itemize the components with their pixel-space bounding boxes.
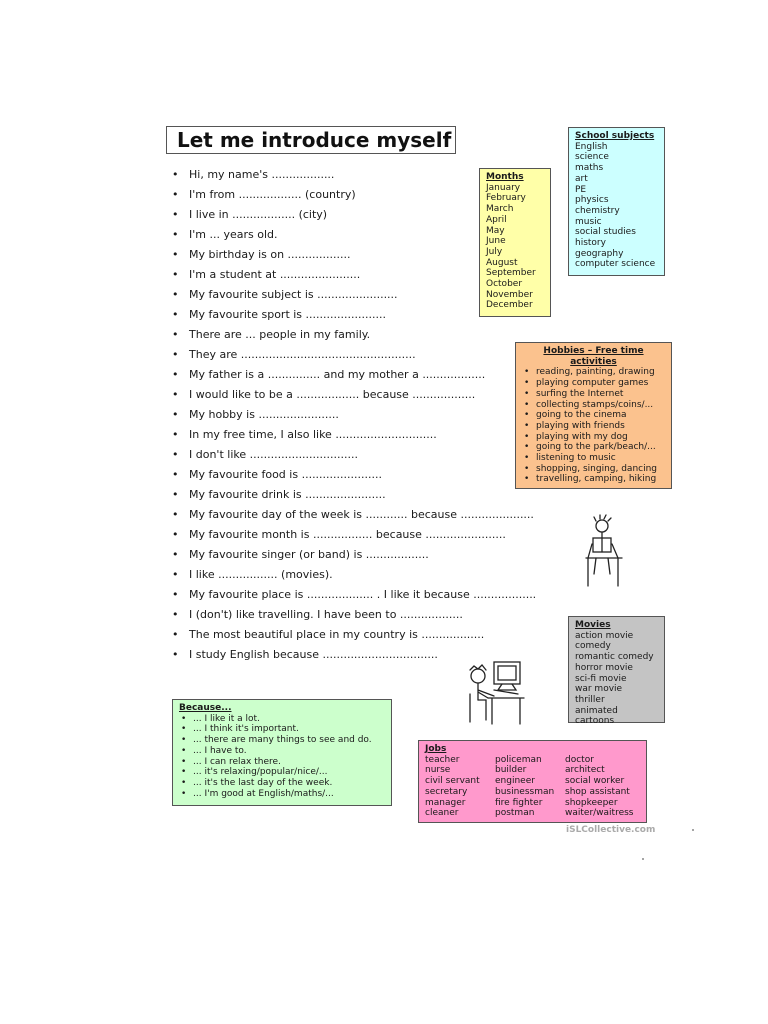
- hobby-item: • reading, painting, drawing: [522, 367, 665, 378]
- movie-item: action movie: [575, 630, 634, 641]
- sentence-item: • I study English because .................................: [172, 646, 536, 666]
- subject-item: art: [575, 173, 588, 184]
- month-item: March: [486, 204, 514, 215]
- month-item: June: [486, 236, 506, 247]
- months-heading: Months: [486, 172, 524, 182]
- subject-item: history: [575, 238, 606, 249]
- subject-item: PE: [575, 184, 587, 195]
- month-item: December: [486, 300, 533, 311]
- sentence-item: • My favourite food is .......................: [172, 466, 536, 486]
- hobby-item: • playing with my dog: [522, 432, 665, 443]
- sentence-item: • My birthday is on ..................: [172, 246, 536, 266]
- hobby-item: • going to the cinema: [522, 410, 665, 421]
- month-item: January: [486, 182, 521, 193]
- month-item: November: [486, 289, 533, 300]
- hobby-item: • going to the park/beach/...: [522, 442, 665, 453]
- month-item: May: [486, 225, 505, 236]
- job-item: postman: [495, 808, 535, 819]
- movies-heading: Movies: [575, 620, 611, 630]
- because-item: • ... there are many things to see and do.: [179, 735, 385, 746]
- jobs-heading: Jobs: [425, 744, 447, 754]
- reading-figure-illustration: [578, 514, 628, 592]
- subject-item: science: [575, 152, 609, 163]
- month-item: October: [486, 279, 523, 290]
- hobby-item: • collecting stamps/coins/...: [522, 400, 665, 411]
- sentence-item: • My hobby is .......................: [172, 406, 536, 426]
- subject-item: computer science: [575, 259, 656, 270]
- sentence-item: • There are ... people in my family.: [172, 326, 536, 346]
- subject-item: music: [575, 216, 602, 227]
- subject-item: chemistry: [575, 205, 620, 216]
- job-item: shop assistant: [565, 786, 630, 797]
- movie-item: romantic comedy: [575, 652, 654, 663]
- jobs-column: [565, 755, 635, 819]
- sentence-item: • I like ................. (movies).: [172, 566, 536, 586]
- sentence-item: • My favourite place is ................... . I like it because ..................: [172, 586, 536, 606]
- speck: [692, 829, 694, 831]
- because-item: • ... it's relaxing/popular/nice/...: [179, 767, 385, 778]
- sentence-item: • My favourite day of the week is ............ because .....................: [172, 506, 536, 526]
- job-item: doctor: [565, 754, 594, 765]
- sentence-item: • My favourite singer (or band) is ..................: [172, 546, 536, 566]
- subject-item: English: [575, 141, 608, 152]
- month-item: July: [486, 246, 503, 257]
- job-item: businessman: [495, 786, 555, 797]
- sentence-item: • The most beautiful place in my country is ..................: [172, 626, 536, 646]
- job-item: manager: [425, 797, 466, 808]
- months-box: [479, 168, 551, 317]
- sentence-item: • I'm a student at .......................: [172, 266, 536, 286]
- job-item: shopkeeper: [565, 797, 618, 808]
- jobs-box: [418, 740, 647, 823]
- because-heading: Because...: [179, 703, 232, 713]
- because-item: • ... it's the last day of the week.: [179, 778, 385, 789]
- job-item: cleaner: [425, 808, 459, 819]
- month-item: April: [486, 214, 507, 225]
- sentence-item: • I don't like ...............................: [172, 446, 536, 466]
- sentence-item: • My father is a ............... and my mother a ..................: [172, 366, 536, 386]
- because-item: • ... I have to.: [179, 746, 385, 757]
- job-item: builder: [495, 765, 527, 776]
- job-item: social worker: [565, 776, 625, 787]
- sentence-item: • My favourite month is ................. because .......................: [172, 526, 536, 546]
- subject-item: geography: [575, 248, 624, 259]
- month-item: February: [486, 193, 526, 204]
- hobby-item: • listening to music: [522, 453, 665, 464]
- because-box: [172, 699, 392, 806]
- movie-item: thriller: [575, 694, 605, 705]
- movie-item: comedy: [575, 641, 611, 652]
- school-subjects-heading: School subjects: [575, 131, 655, 141]
- hobby-item: • travelling, camping, hiking: [522, 474, 665, 485]
- hobby-item: • shopping, singing, dancing: [522, 464, 665, 475]
- sentence-item: • My favourite subject is .......................: [172, 286, 536, 306]
- sentence-item: • They are ..................................................: [172, 346, 536, 366]
- page-title: Let me introduce myself: [166, 126, 456, 154]
- sentence-item: • I (don't) like travelling. I have been to ..................: [172, 606, 536, 626]
- movies-box: [568, 616, 665, 727]
- subject-item: social studies: [575, 227, 636, 238]
- school-subjects-box: [568, 127, 665, 276]
- because-item: • ... I think it's important.: [179, 724, 385, 735]
- sentence-item: • My favourite sport is .......................: [172, 306, 536, 326]
- movie-item: war movie: [575, 684, 623, 695]
- sentence-item: • Hi, my name's ..................: [172, 166, 536, 186]
- job-item: civil servant: [425, 776, 480, 787]
- month-item: September: [486, 268, 536, 279]
- sentence-item: • My favourite drink is .......................: [172, 486, 536, 506]
- computer-user-illustration: [458, 660, 530, 728]
- sentence-item: • I would like to be a .................. because ..................: [172, 386, 536, 406]
- sentence-item: • I live in .................. (city): [172, 206, 536, 226]
- job-item: fire fighter: [495, 797, 543, 808]
- sentence-item: • In my free time, I also like .............................: [172, 426, 536, 446]
- subject-item: maths: [575, 163, 604, 174]
- jobs-column: [495, 755, 565, 819]
- movie-item: horror movie: [575, 662, 633, 673]
- hobbies-box: [515, 342, 672, 489]
- because-item: • ... I'm good at English/maths/...: [179, 789, 385, 800]
- job-item: nurse: [425, 765, 451, 776]
- movie-item: animated cartoons: [575, 705, 618, 727]
- hobby-item: • playing with friends: [522, 421, 665, 432]
- jobs-column: [425, 755, 495, 819]
- job-item: architect: [565, 765, 605, 776]
- because-item: • ... I like it a lot.: [179, 714, 385, 725]
- subject-item: physics: [575, 195, 609, 206]
- job-item: teacher: [425, 754, 460, 765]
- watermark: iSLCollective.com: [566, 825, 656, 835]
- speck: [642, 858, 644, 860]
- movie-item: sci-fi movie: [575, 673, 627, 684]
- job-item: waiter/waitress: [565, 808, 634, 819]
- sentence-item: • I'm ... years old.: [172, 226, 536, 246]
- job-item: engineer: [495, 776, 535, 787]
- sentence-item: • I'm from .................. (country): [172, 186, 536, 206]
- job-item: secretary: [425, 786, 468, 797]
- hobby-item: • playing computer games: [522, 378, 665, 389]
- hobby-item: • surfing the Internet: [522, 389, 665, 400]
- because-item: • ... I can relax there.: [179, 757, 385, 768]
- month-item: August: [486, 257, 518, 268]
- hobbies-heading: Hobbies – Free time activities: [543, 346, 644, 367]
- job-item: policeman: [495, 754, 542, 765]
